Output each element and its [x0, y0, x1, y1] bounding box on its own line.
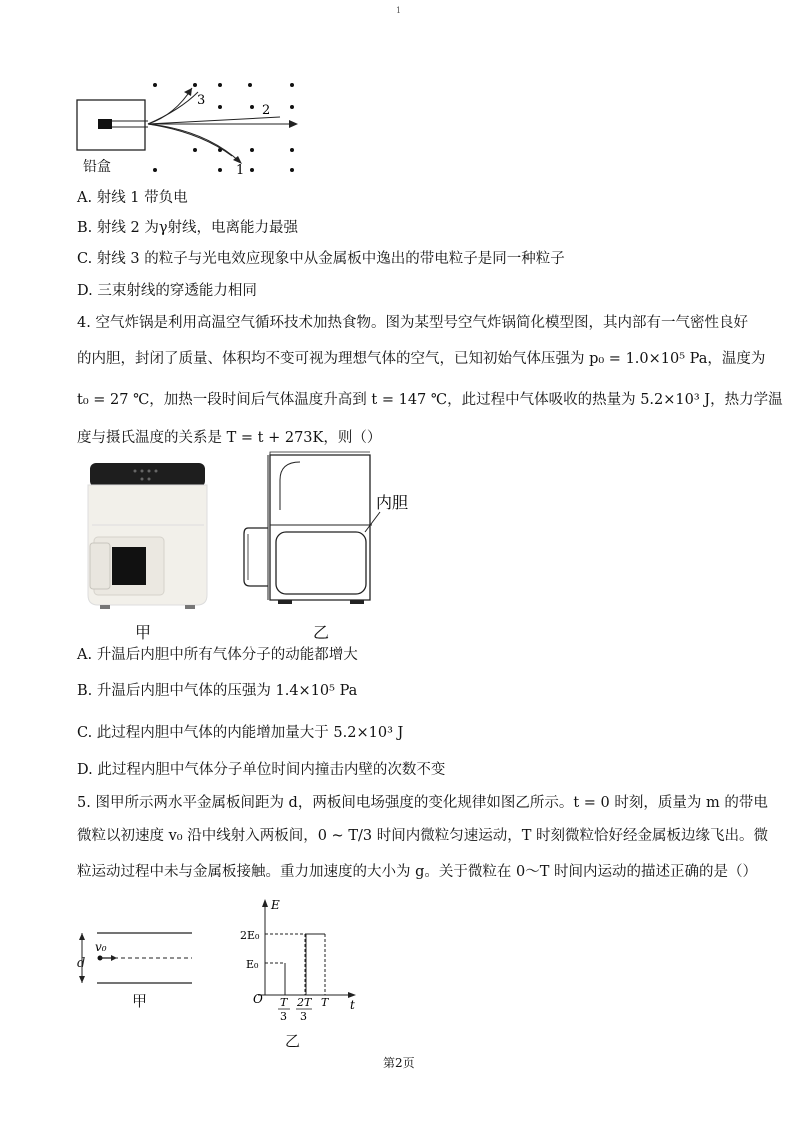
axis-t-label: t — [350, 998, 355, 1012]
air-fryer-model — [240, 450, 430, 615]
ray-label-3: 3 — [197, 93, 206, 108]
page-top-mark: 1 — [396, 6, 402, 15]
q4-stem-line-3: t₀ = 27 ℃，加热一段时间后气体温度升高到 t = 147 ℃，此过程中气体吸收的热量为 5.2×10³ J，热力学温 — [77, 392, 783, 408]
radioactive-source — [98, 119, 112, 129]
ray-3 — [148, 88, 192, 124]
lead-box-label: 铅盒 — [83, 159, 111, 175]
e-t-graph — [240, 895, 370, 1030]
q3-option-a: A. 射线 1 带负电 — [77, 190, 188, 206]
q5-stem-line-2: 微粒以初速度 v₀ 沿中线射入两板间，0 ~ T/3 时间内微粒匀速运动，T 时刻微粒恰好经金属板边缘飞出。微 — [77, 828, 768, 844]
q3-option-b: B. 射线 2 为γ射线，电离能力最强 — [77, 220, 298, 236]
q4-option-d: D. 此过程内胆中气体分子单位时间内撞击内壁的次数不变 — [77, 762, 446, 778]
tick-3: T — [321, 996, 329, 1009]
inner-pot-label: 内胆 — [376, 493, 409, 512]
q4-stem-line-1: 4. 空气炸锅是利用高温空气循环技术加热食物。图为某型号空气炸锅简化模型图，其内部有一气密性良好 — [77, 315, 748, 331]
ray-1 — [148, 124, 240, 162]
q4-option-c: C. 此过程内胆中气体的内能增加量大于 5.2×10³ J — [77, 725, 404, 741]
d-label: d — [77, 956, 86, 971]
ray-label-2: 2 — [262, 103, 271, 118]
fig-caption-jia-q5: 甲 — [132, 992, 148, 1010]
fig-caption-jia: 甲 — [135, 623, 152, 642]
ray-label-1: 1 — [236, 163, 245, 178]
q4-stem-line-4: 度与摄氏温度的关系是 T = t + 273K，则（） — [77, 430, 382, 446]
q4-option-a: A. 升温后内胆中所有气体分子的动能都增大 — [77, 647, 358, 663]
fig-caption-yi-q4: 乙 — [313, 623, 330, 642]
q3-option-c: C. 射线 3 的粒子与光电效应现象中从金属板中逸出的带电粒子是同一种粒子 — [77, 251, 565, 267]
e1-label: E₀ — [246, 958, 259, 971]
v0-label: v₀ — [95, 940, 107, 954]
tick-1-den: 3 — [280, 1010, 287, 1023]
tick-1-num: T — [280, 996, 288, 1009]
page-number: 第2页 — [383, 1056, 415, 1070]
plates-figure — [72, 925, 202, 990]
q3-option-d: D. 三束射线的穿透能力相同 — [77, 283, 257, 299]
tick-2-num: 2T — [297, 996, 312, 1009]
q5-stem-line-3: 粒运动过程中未与金属板接触。重力加速度的大小为 g。关于微粒在 0～T 时间内运动的描述正确的是（） — [77, 864, 758, 880]
tick-2-den: 3 — [300, 1010, 307, 1023]
fig-caption-yi-q5: 乙 — [285, 1032, 301, 1050]
axis-e-label: E — [271, 898, 280, 912]
q4-option-b: B. 升温后内胆中气体的压强为 1.4×10⁵ Pa — [77, 683, 358, 699]
e2-label: 2E₀ — [240, 929, 260, 942]
q5-stem-line-1: 5. 图甲所示两水平金属板间距为 d，两板间电场强度的变化规律如图乙所示。t = 0 时刻，质量为 m 的带电 — [77, 795, 768, 811]
q4-stem-line-2: 的内胆，封闭了质量、体积均不变可视为理想气体的空气，已知初始气体压强为 p₀ = 1.0×10⁵ Pa，温度为 — [77, 351, 766, 367]
air-fryer-photo — [80, 455, 220, 615]
origin-label: O — [253, 992, 263, 1006]
